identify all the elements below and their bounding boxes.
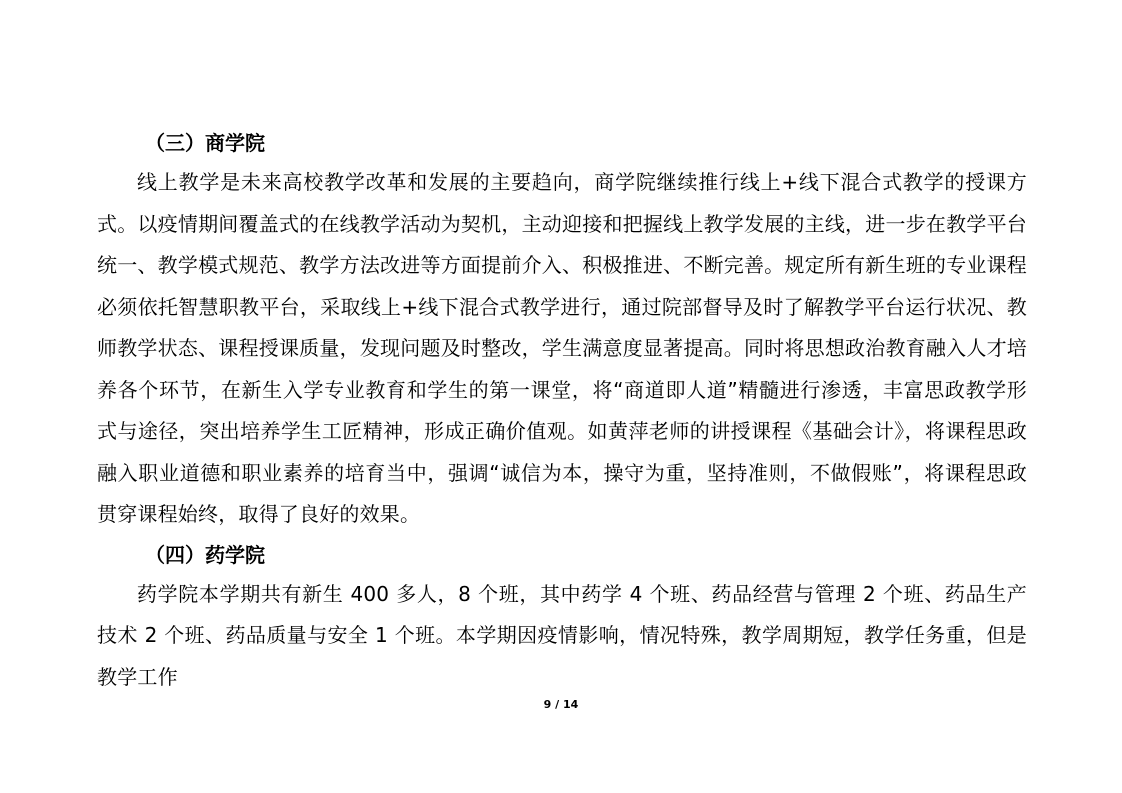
page-content xyxy=(97,124,1027,698)
section-paragraph-pharmacy-school: 药学院本学期共有新生 400 多人，8 个班，其中药学 4 个班、药品经营与管理 2 个班、药品生产技术 2 个班、药品质量与安全 1 个班。本学期因疫情影响，情况特殊，教学周期短，教学任务重，但是教学工作 xyxy=(97,581,1027,689)
section-heading-business-school: （三）商学院 xyxy=(145,131,265,155)
section-paragraph-business-school: 线上教学是未来高校教学改革和发展的主要趋向，商学院继续推行线上+线下混合式教学的授课方式。以疫情期间覆盖式的在线教学活动为契机，主动迎接和把握线上教学发展的主线，进一步在教学平台统一、教学模式规范、教学方法改进等方面提前介入、积极推进、不断完善。规定所有新生班的专业课程必须依托智慧职教平台，采取线上+线下混合式教学进行，通过院部督导及时了解教学平台运行状况、教师教学状态、课程授课质量，发现问题及时整改，学生满意度显著提高。同时将思想政治教育融入人才培养各个环节，在新生入学专业教育和学生的第一课堂，将“商道即人道”精髓进行渗透，丰富思政教学形式与途径，突出培养学生工匠精神，形成正确价值观。如黄萍老师的讲授课程《基础会计》，将课程思政融入职业道德和职业素养的培育当中，强调“诚信为本，操守为重，坚持准则，不做假账”，将课程思政贯穿课程始终，取得了良好的效果。 xyxy=(97,170,1027,526)
section-heading-pharmacy-school: （四）药学院 xyxy=(145,542,265,567)
page-number: 9 / 14 xyxy=(543,698,579,711)
